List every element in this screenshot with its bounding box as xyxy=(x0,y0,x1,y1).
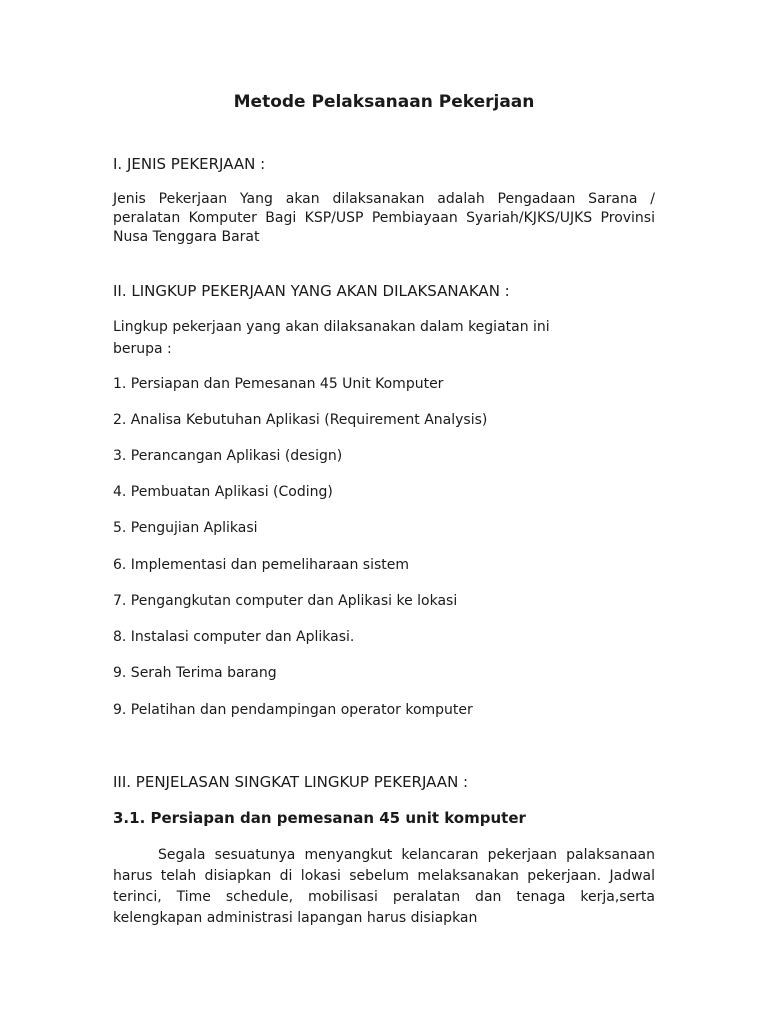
list-item: 9. Pelatihan dan pendampingan operator komputer xyxy=(113,702,473,718)
document-title: Metode Pelaksanaan Pekerjaan xyxy=(233,92,535,112)
section-2-intro xyxy=(113,318,655,359)
list-item: 6. Implementasi dan pemeliharaan sistem xyxy=(113,557,410,573)
list-item: 1. Persiapan dan Pemesanan 45 Unit Komputer xyxy=(113,376,444,392)
section-2-intro-line-2: berupa : xyxy=(113,341,172,357)
section-3-1-heading: 3.1. Persiapan dan pemesanan 45 unit komputer xyxy=(113,809,526,827)
section-2-intro-line-1: Lingkup pekerjaan yang akan dilaksanakan dalam kegiatan ini xyxy=(113,319,550,335)
list-item: 2. Analisa Kebutuhan Aplikasi (Requirement Analysis) xyxy=(113,412,488,428)
section-2-heading: II. LINGKUP PEKERJAAN YANG AKAN DILAKSANAKAN : xyxy=(113,282,510,300)
section-3-heading: III. PENJELASAN SINGKAT LINGKUP PEKERJAAN : xyxy=(113,773,469,791)
list-item: 3. Perancangan Aplikasi (design) xyxy=(113,448,343,464)
list-item: 4. Pembuatan Aplikasi (Coding) xyxy=(113,484,333,500)
section-3-1-body: Segala sesuatunya menyangkut kelancaran pekerjaan palaksanaan harus telah disiapkan di lokasi sebelum melaksanakan pekerjaan. Jadwal terinci, Time schedule, mobilisasi peralatan dan tenaga kerja,serta kelengkapan administrasi lapangan harus disiapkan xyxy=(113,847,655,926)
list-item: 8. Instalasi computer dan Aplikasi. xyxy=(113,629,355,645)
list-item: 7. Pengangkutan computer dan Aplikasi ke lokasi xyxy=(113,593,458,609)
section-1-heading: I. JENIS PEKERJAAN : xyxy=(113,155,266,173)
section-1-body: Jenis Pekerjaan Yang akan dilaksanakan adalah Pengadaan Sarana / peralatan Komputer Bagi KSP/USP Pembiayaan Syariah/KJKS/UJKS Provinsi Nusa Tenggara Barat xyxy=(113,191,655,245)
list-item: 9. Serah Terima barang xyxy=(113,665,277,681)
list-item: 5. Pengujian Aplikasi xyxy=(113,520,258,536)
